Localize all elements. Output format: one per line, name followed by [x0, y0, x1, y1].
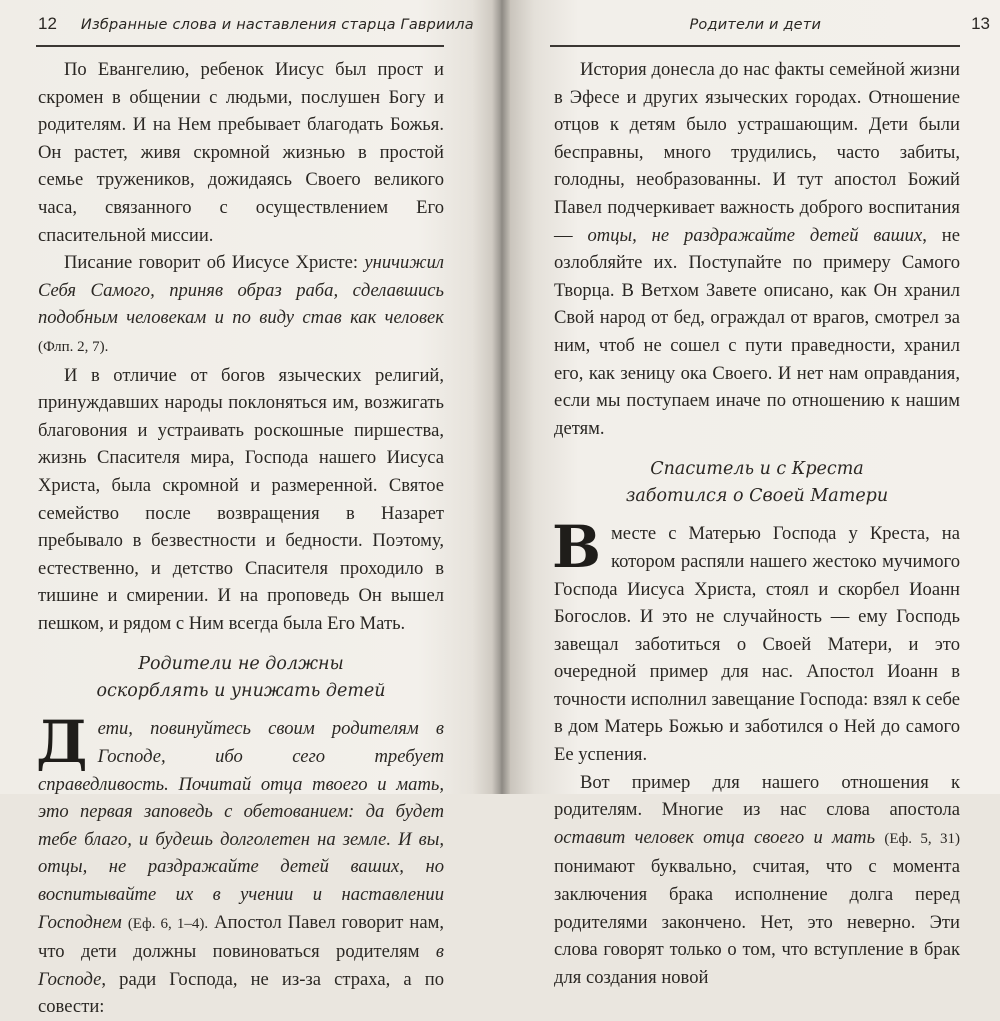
right-running-head — [550, 14, 990, 34]
right-subheading-line-2: заботился о Своей Матери — [625, 486, 889, 507]
left-subheading-line-2: оскорблять и унижать детей — [96, 681, 386, 702]
right-running-title: Родители и дети — [689, 17, 822, 33]
left-subheading-line-1: Родители не должны — [138, 654, 344, 675]
left-page — [0, 0, 492, 1018]
scripture-reference: (Флп. 2, 7). — [38, 338, 109, 355]
right-para1-text-a: История донесла до нас факты семейной жизни в Эфесе и других языческих городах. Отношение отцов к детям было устрашающим. Дети были бесправны, много трудились, часто забиты, голодны, необразованны. И тут апостол Божий Павел подчеркивает важность доброго воспитания — — [554, 59, 960, 246]
left-drop-cap: Д — [36, 708, 88, 777]
right-page — [510, 0, 1000, 988]
right-section-text: месте с Матерью Господа у Креста, на котором распяли нашего жестоко мучимого Господа Иисуса Христа, стоял и скорбел Иоанн Богослов. И это не случайность — ему Господь завещал заботиться о Своей Матери, и это очередной пример для нас. Апостол Иоанн в точности исполнил завещание Господа: взял к себе в дом Матерь Божью и заботился о Ней до самого Ее успения. — [554, 523, 960, 766]
right-section-paragraph — [552, 513, 960, 768]
right-body — [554, 56, 960, 991]
left-section-text-2: , ради Господа, не из-за страха, а по совести: — [38, 968, 444, 1018]
left-paragraph-3: И в отличие от богов языческих религий, принуждавших народы поклоняться им, возжигать благовония и устраивать роскошные пиршества, жизнь Спасителя мира, Господа нашего Иисуса Христа, была скромной и размеренной. Святое семейство после возвращения в Назарет пребывало в безвестности и бедности. Поэтому, естественно, и детство Спасителя проходило в тишине и смирении. И на проповедь Он вышел пешком, и рядом с Ним всегда была Его Мать. — [38, 364, 444, 634]
left-header-rule — [36, 45, 444, 47]
right-header-rule — [550, 45, 960, 47]
right-drop-cap: В — [552, 513, 602, 582]
right-para3-text-b: понимают буквально, считая, что с момента заключения брака исполнение долга перед родителями закончено. Нет, это неверно. Эти слова говорят только о том, что вступление в брак для создания новой — [554, 856, 960, 988]
left-section-quote: ети, повинуйтесь своим родителям в Господе, ибо сего требует справедливость. Почитай отца твоего и мать, это первая заповедь с обетованием: да будет тебе благо, и будешь долголетен на земле. И вы, отцы, не раздражайте детей ваших, но воспитывайте их в учении и наставлении Господнем — [38, 718, 444, 933]
left-paragraph-1: По Евангелию, ребенок Иисус был прост и скромен в общении с людьми, послушен Богу и родителям. И на Нем пребывает благодать Божья. Он растет, живя скромной жизнью в простой семье тружеников, дожидаясь Своего великого часа, связанного с осуществлением Его спасительной миссии. — [38, 59, 444, 246]
right-para3-reference: (Еф. 5, 31) — [884, 830, 960, 847]
scripture-lead: Писание говорит об Иисусе Христе: — [64, 252, 365, 274]
left-subheading — [38, 651, 444, 705]
left-running-title: Избранные слова и наставления старца Гавриила — [80, 17, 474, 33]
right-para3-emph: оставит человек отца своего и мать — [554, 826, 876, 848]
book-gutter — [492, 0, 510, 794]
right-subheading-line-1: Спаситель и с Креста — [650, 459, 864, 480]
scripture-quote: уничижил Себя Самого, приняв образ раба, сделавшись подобным человекам и по виду став как человек — [38, 252, 444, 329]
right-page-number: 13 — [971, 14, 990, 33]
right-para1-text-b: , не озлобляйте их. Поступайте по примеру Самого Творца. В Ветхом Завете описано, как Он хранил Свой народ от бед, ограждал от врагов, смотрел за ним, чтоб не сошел с пути праведности, хранил его, как зеницу ока Своего. И нет нам оправдания, если мы поступаем иначе по отношению к нашим детям. — [554, 224, 960, 439]
left-paragraph-2 — [38, 249, 444, 361]
right-para1-emph: отцы, не раздражайте детей ваших — [587, 224, 923, 246]
right-subheading — [554, 456, 960, 510]
left-section-paragraph — [36, 708, 445, 1021]
left-section-emph: в Господе — [38, 941, 444, 990]
left-section-reference: (Еф. 6, 1–4). — [127, 915, 209, 932]
right-paragraph-3 — [554, 769, 960, 992]
right-para3-text-a: Вот пример для нашего отношения к родителям. Многие из нас слова апостола — [554, 771, 960, 821]
left-section-text-1: Апостол Павел говорит нам, что дети должны повиноваться родителям — [38, 911, 445, 963]
left-running-head — [38, 14, 474, 34]
left-page-number: 12 — [38, 14, 57, 33]
left-body — [38, 56, 444, 1021]
right-paragraph-1 — [554, 56, 960, 442]
